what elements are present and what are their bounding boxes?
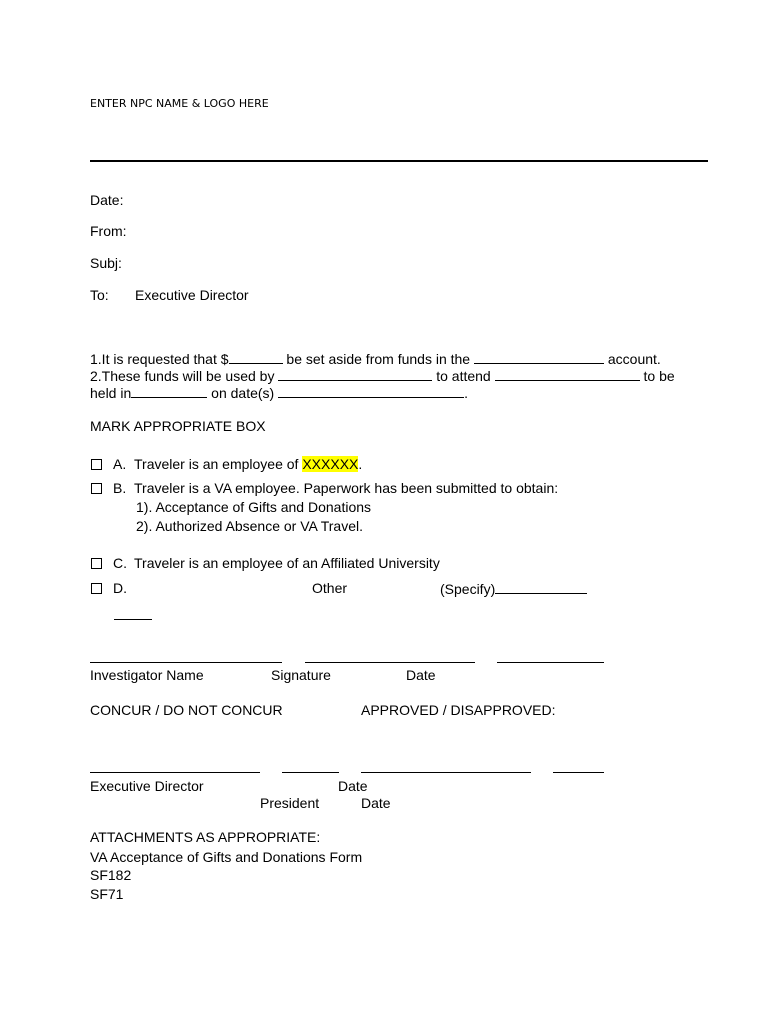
- option-b-checkbox[interactable]: [91, 480, 102, 497]
- dates-blank: [278, 384, 464, 398]
- date-label-1: Date: [406, 667, 436, 683]
- option-c-checkbox[interactable]: [91, 555, 102, 572]
- attachment-item: SF182: [90, 867, 132, 883]
- event-blank: [495, 367, 640, 381]
- attachments-heading: ATTACHMENTS AS APPROPRIATE:: [90, 829, 321, 845]
- option-b-sub-2: 2). Authorized Absence or VA Travel.: [136, 518, 363, 534]
- option-a-letter: A.: [113, 456, 127, 472]
- option-d-specify: (Specify): [440, 580, 587, 598]
- concur-label: CONCUR / DO NOT CONCUR: [90, 702, 283, 718]
- header-rule: [90, 160, 708, 162]
- traveler-blank: [278, 367, 432, 381]
- mark-box-heading: MARK APPROPRIATE BOX: [90, 418, 266, 434]
- option-b-sub-1: 1). Acceptance of Gifts and Donations: [136, 499, 372, 515]
- attachment-item: VA Acceptance of Gifts and Donations Form: [90, 849, 363, 865]
- date-line-3: [553, 772, 604, 773]
- date-line-2: [282, 772, 339, 773]
- request-line-3: held in on date(s) .: [90, 385, 468, 401]
- option-a-checkbox[interactable]: [91, 456, 102, 473]
- option-c-letter: C.: [113, 555, 127, 571]
- date-label-3: Date: [361, 795, 391, 811]
- option-b-text: Traveler is a VA employee. Paperwork has been submitted to obtain:: [134, 480, 559, 496]
- subj-label: Subj:: [90, 255, 122, 271]
- specify-blank-continued: [114, 619, 152, 620]
- specify-blank: [495, 580, 587, 594]
- signature-label: Signature: [271, 667, 331, 683]
- amount-blank: [229, 350, 283, 364]
- option-a-text: Traveler is an employee of XXXXXX.: [134, 456, 363, 472]
- request-line-2: 2.These funds will be used by to attend to be: [90, 368, 675, 384]
- exec-director-label: Executive Director: [90, 778, 204, 794]
- exec-director-line: [90, 772, 260, 773]
- employer-highlight: XXXXXX: [302, 456, 359, 472]
- to-label: To:: [90, 287, 109, 303]
- option-b-letter: B.: [113, 480, 127, 496]
- investigator-name-line: [90, 662, 282, 663]
- approved-label: APPROVED / DISAPPROVED:: [361, 702, 556, 718]
- date-label-2: Date: [338, 778, 368, 794]
- option-c-text: Traveler is an employee of an Affiliated University: [134, 555, 440, 571]
- option-d-letter: D.: [113, 580, 127, 596]
- date-label: Date:: [90, 192, 124, 208]
- option-d-other: Other: [312, 580, 348, 596]
- account-blank: [474, 350, 604, 364]
- president-label: President: [260, 795, 320, 811]
- president-line: [361, 772, 531, 773]
- investigator-name-label: Investigator Name: [90, 667, 204, 683]
- date-line-1: [497, 662, 604, 663]
- attachment-item: SF71: [90, 886, 124, 902]
- from-label: From:: [90, 223, 127, 239]
- to-value: Executive Director: [135, 287, 249, 303]
- npc-name-placeholder: ENTER NPC NAME & LOGO HERE: [90, 97, 269, 110]
- signature-line: [305, 662, 475, 663]
- request-line-1: 1.It is requested that $ be set aside from funds in the account.: [90, 351, 661, 367]
- location-blank: [131, 384, 207, 398]
- option-d-checkbox[interactable]: [91, 580, 102, 597]
